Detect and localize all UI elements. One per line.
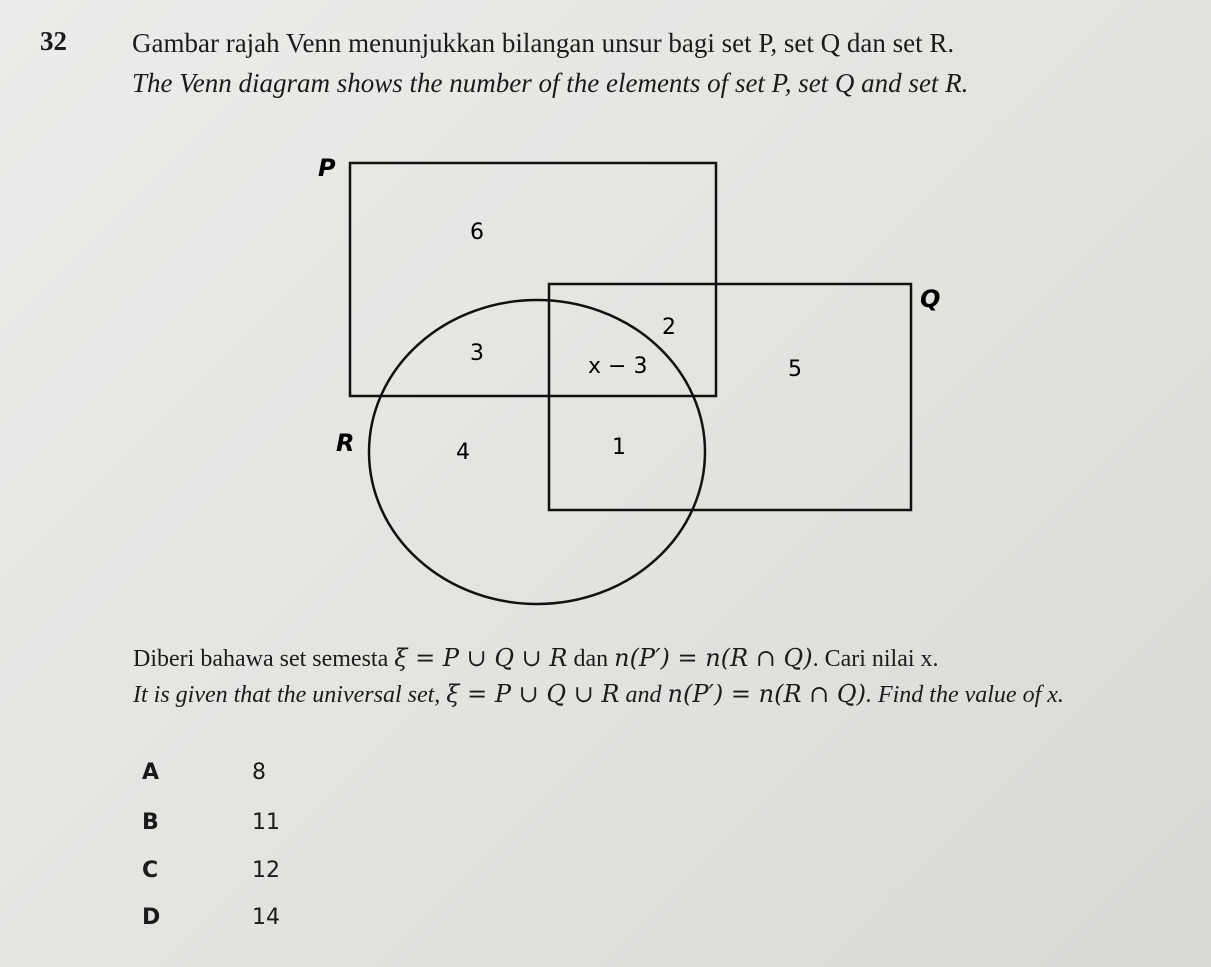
region-q-only: 5	[788, 357, 802, 382]
region-p-only: 6	[470, 220, 484, 245]
question-number: 32	[40, 26, 67, 56]
given-en-prefix: It is given that the universal set,	[133, 682, 447, 708]
region-q-and-r-only: 1	[612, 435, 626, 460]
given-en-condition: n(P′) = n(R ∩ Q)	[667, 680, 866, 708]
option-a-letter: A	[142, 760, 160, 785]
given-ms-condition: n(P′) = n(R ∩ Q)	[614, 644, 813, 672]
set-q-label: Q	[920, 285, 941, 313]
region-r-only: 4	[456, 440, 470, 465]
question-text-english: The Venn diagram shows the number of the elements of set P, set Q and set R.	[132, 68, 969, 98]
given-ms-prefix: Diberi bahawa set semesta	[133, 646, 395, 672]
region-p-and-q-only: 2	[662, 315, 676, 340]
option-d-letter: D	[142, 905, 161, 930]
set-p-label: P	[318, 154, 336, 182]
given-ms-universal-set: ξ = P ∪ Q ∪ R	[394, 644, 568, 672]
given-ms-suffix: . Cari nilai x.	[812, 646, 939, 672]
set-r-label: R	[336, 429, 355, 457]
given-en-mid: and	[619, 682, 668, 708]
question-text-malay: Gambar rajah Venn menunjukkan bilangan unsur bagi set P, set Q dan set R.	[132, 28, 955, 58]
given-ms-mid: dan	[567, 646, 615, 672]
option-c-letter: C	[142, 858, 159, 883]
given-en-universal-set: ξ = P ∪ Q ∪ R	[446, 680, 620, 708]
region-p-q-r: x − 3	[588, 354, 648, 379]
option-a-value: 8	[252, 760, 266, 785]
given-en-suffix: . Find the value of x.	[865, 682, 1064, 708]
option-b-letter: B	[142, 810, 159, 835]
set-r-circle	[369, 300, 705, 604]
option-d-value: 14	[252, 905, 280, 930]
set-p-rectangle	[350, 163, 716, 396]
region-p-and-r-only: 3	[470, 341, 484, 366]
given-statement-english	[133, 680, 1064, 709]
given-statement-malay	[133, 644, 939, 673]
option-c-value: 12	[252, 858, 280, 883]
option-b-value: 11	[252, 810, 280, 835]
